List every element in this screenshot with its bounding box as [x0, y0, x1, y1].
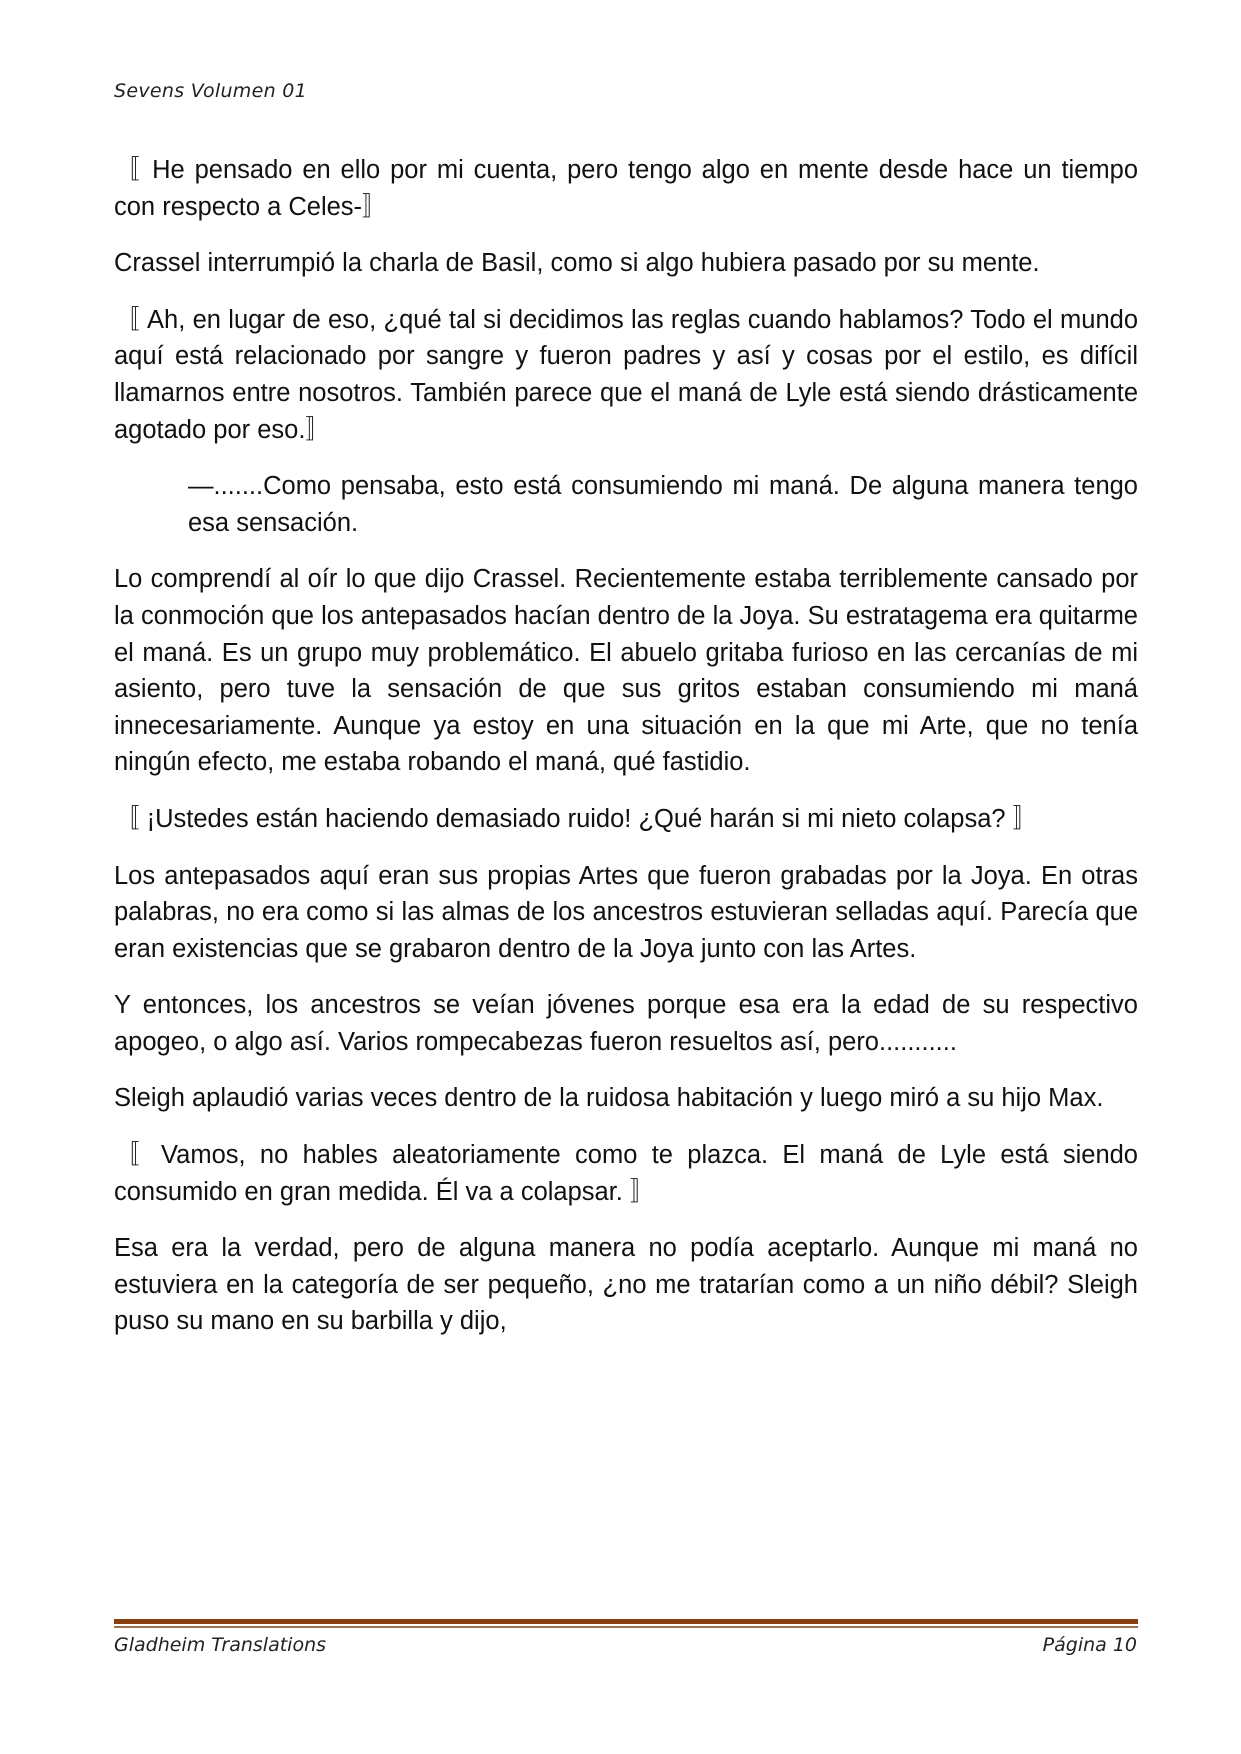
paragraph: Crassel interrumpió la charla de Basil, como si algo hubiera pasado por su mente. [114, 249, 1040, 278]
running-header: Sevens Volumen 01 [114, 80, 308, 102]
footer-rule [114, 1619, 1138, 1624]
paragraph: 〚 Ah, en lugar de eso, ¿qué tal si decidimos las reglas cuando hablamos? Todo el mundo aquí está relacionado por sangre y fueron padres y así y cosas por el estilo, es difícil llamarnos entre nosotros. También parece que el maná de Lyle está siendo drásticamente agotado por eso.〛 [114, 305, 1138, 444]
page-number: Página 10 [1042, 1634, 1137, 1656]
indented-thought: —.......Como pensaba, esto está consumiendo mi maná. De alguna manera tengo esa sensación. [188, 472, 1138, 537]
footer-publisher: Gladheim Translations [114, 1634, 327, 1656]
paragraph: 〚 ¡Ustedes están haciendo demasiado ruido! ¿Qué harán si mi nieto colapsa? 〛 [114, 804, 1039, 833]
paragraph: Lo comprendí al oír lo que dijo Crassel. Recientemente estaba terriblemente cansado por la conmoción que los antepasados hacían dentro de la Joya. Su estratagema era quitarme el maná. Es un grupo muy problemático. El abuelo gritaba furioso en las cercanías de mi asiento, pero tuve la sensación de que sus gritos estaban consumiendo mi maná innecesariamente. Aunque ya estoy en una situación en la que mi Arte, que no tenía ningún efecto, me estaba robando el maná, qué fastidio. [114, 565, 1138, 777]
body-text [114, 152, 1138, 1360]
paragraph: Los antepasados aquí eran sus propias Artes que fueron grabadas por la Joya. En otras palabras, no era como si las almas de los ancestros estuvieran selladas aquí. Parecía que eran existencias que se grabaron dentro de la Joya junto con las Artes. [114, 861, 1138, 963]
footer-rule-thin [114, 1626, 1138, 1628]
paragraph: 〚 Vamos, no hables aleatoriamente como te plazca. El maná de Lyle está siendo consumido en gran medida. Él va a colapsar. 〛 [114, 1141, 1138, 1206]
paragraph: 〚 He pensado en ello por mi cuenta, pero tengo algo en mente desde hace un tiempo con respecto a Celes-〛 [114, 156, 1138, 221]
paragraph: Y entonces, los ancestros se veían jóvenes porque esa era la edad de su respectivo apogeo, o algo así. Varios rompecabezas fueron resueltos así, pero........... [114, 991, 1138, 1056]
paragraph: Sleigh aplaudió varias veces dentro de la ruidosa habitación y luego miró a su hijo Max. [114, 1084, 1104, 1113]
paragraph: Esa era la verdad, pero de alguna manera no podía aceptarlo. Aunque mi maná no estuviera en la categoría de ser pequeño, ¿no me tratarían como a un niño débil? Sleigh puso su mano en su barbilla y dijo, [114, 1234, 1138, 1336]
